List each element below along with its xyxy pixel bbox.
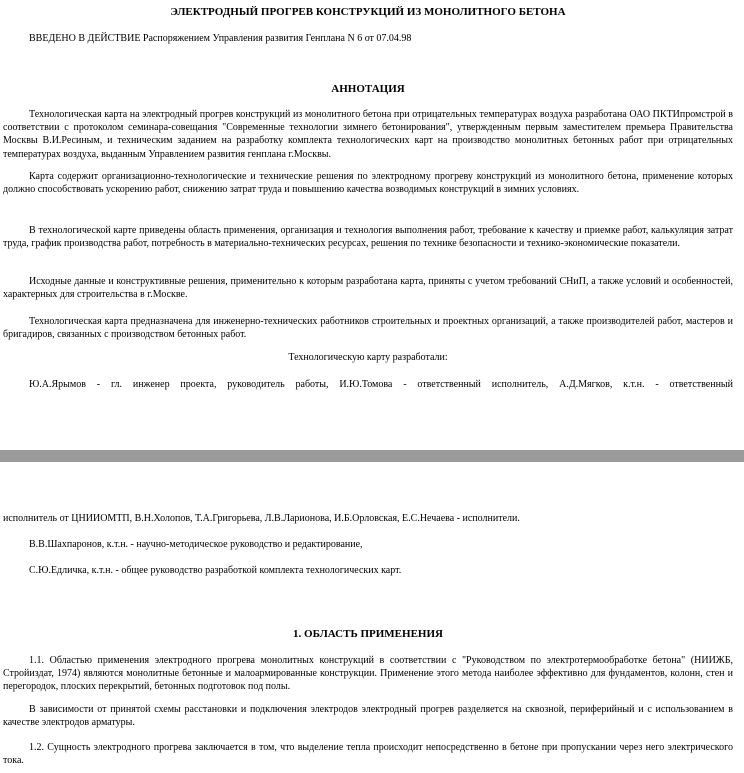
developers-line: С.Ю.Едличка, к.т.н. - общее руководство разработкой комплекта технологических карт. xyxy=(29,565,402,576)
page-separator xyxy=(0,450,744,462)
developers-heading: Технологическую карту разработали: xyxy=(288,352,448,363)
introduced-line: ВВЕДЕНО В ДЕЙСТВИЕ Распоряжением Управления развития Генплана N 6 от 07.04.98 xyxy=(29,33,412,44)
section-1-heading: 1. ОБЛАСТЬ ПРИМЕНЕНИЯ xyxy=(293,628,443,640)
developers-line: исполнитель от ЦНИИОМТП, В.Н.Холопов, Т.А.Григорьева, Л.В.Ларионова, И.Б.Орловская, Е.С.Нечаева - исполнители. xyxy=(3,513,520,524)
annotation-paragraph: Технологическая карта на электродный прогрев конструкций из монолитного бетона при отрицательных температурах воздуха разработана ОАО ПКТИпромстрой в соответствии с протоколом семинара-совещания "Современные технологии зимнего бетонирования", утвержденным первым заместителем премьера Правительства Москвы В.И.Ресиным, и техническим заданием на разработку комплекта технологических карт на производство монолитных бетонных работ при отрицательных температурах воздуха, выданным Управлением развития генплана г.Москвы. xyxy=(3,109,733,160)
section-1-paragraph: 1.1. Областью применения электродного прогрева монолитных конструкций в соответствии с "Руководством по электротермообработке бетона" (НИИЖБ, Стройиздат, 1974) являются монолитные бетонные и малоармированные конструкции. Применение этого метода наиболее эффективно для фундаментов, колонн, стен и перегородок, плоских перекрытий, бетонных подготовок под полы. xyxy=(3,655,733,693)
document-title: ЭЛЕКТРОДНЫЙ ПРОГРЕВ КОНСТРУКЦИЙ ИЗ МОНОЛИТНОГО БЕТОНА xyxy=(170,6,566,18)
annotation-paragraph: Технологическая карта предназначена для инженерно-технических работников строительных и проектных организаций, а также производителей работ, мастеров и бригадиров, связанных с производством бетонных работ. xyxy=(3,316,733,341)
annotation-paragraph: В технологической карте приведены область применения, организация и технология выполнения работ, требование к качеству и приемке работ, калькуляция затрат труда, график производства работ, потребность в материально-технических ресурсах, решения по технике безопасности и технико-экономические показатели. xyxy=(3,225,733,250)
developers-line: В.В.Шахпаронов, к.т.н. - научно-методическое руководство и редактирование, xyxy=(29,539,363,550)
annotation-paragraph: Карта содержит организационно-технологические и технические решения по электродному прогреву конструкций из монолитного бетона, применение которых должно способствовать ускорению работ, снижению затрат труда и повышению качества возводимых конструкций в зимних условиях. xyxy=(3,171,733,196)
developers-line: Ю.А.Ярымов - гл. инженер проекта, руководитель работы, И.Ю.Томова - ответственный исполнитель, А.Д.Мягков, к.т.н. - ответственный xyxy=(29,379,733,390)
section-1-paragraph: 1.2. Сущность электродного прогрева заключается в том, что выделение тепла происходит непосредственно в бетоне при пропускании через него электрического тока. xyxy=(3,742,733,767)
annotation-paragraph: Исходные данные и конструктивные решения, применительно к которым разработана карта, приняты с учетом требований СНиП, а также условий и особенностей, характерных для строительства в г.Москве. xyxy=(3,276,733,301)
section-1-paragraph: В зависимости от принятой схемы расстановки и подключения электродов электродный прогрев разделяется на сквозной, периферийный и с использованием в качестве электродов арматуры. xyxy=(3,704,733,729)
annotation-heading: АННОТАЦИЯ xyxy=(331,83,405,95)
document-page-2 xyxy=(0,462,744,773)
